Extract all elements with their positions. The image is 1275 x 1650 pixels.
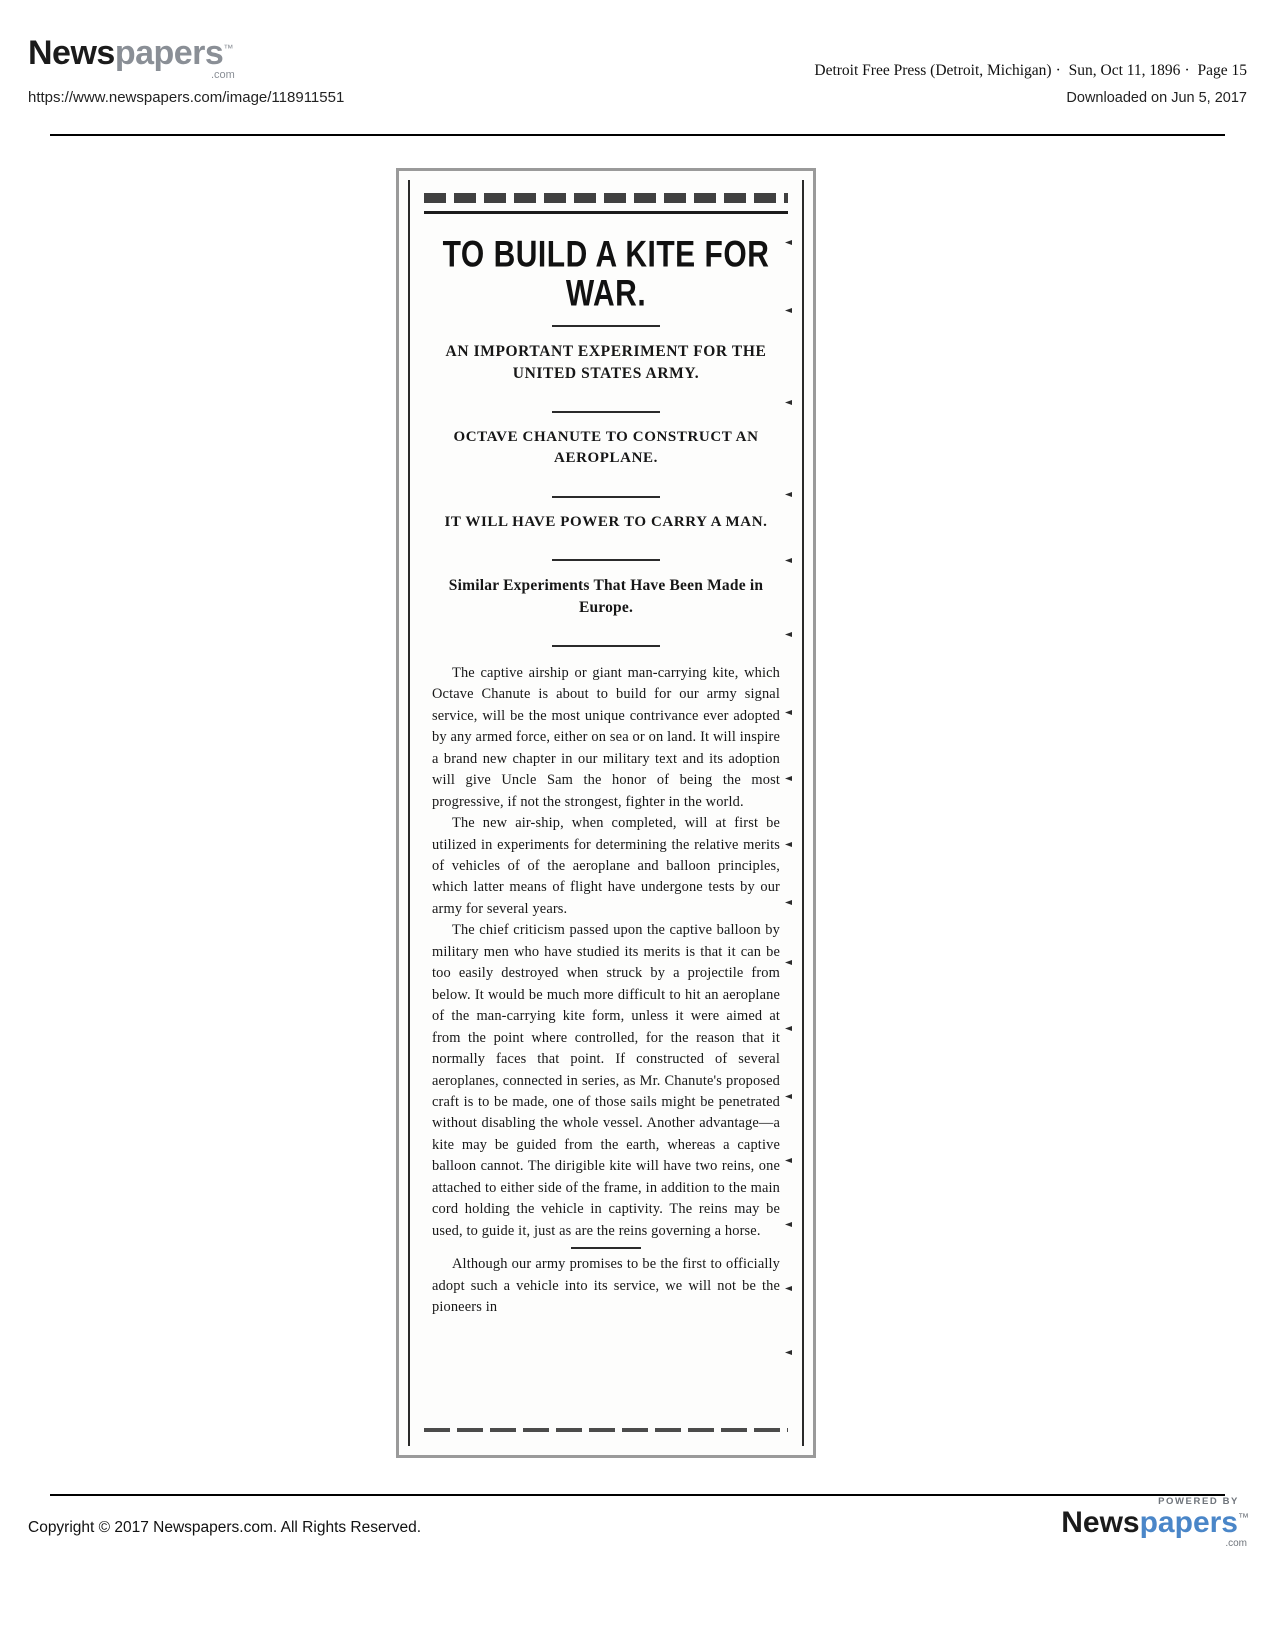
page-header <box>0 0 1275 140</box>
paragraph-divider <box>571 1247 641 1249</box>
powered-by-label: POWERED BY <box>1158 1496 1239 1507</box>
citation <box>814 62 1247 80</box>
subhead-divider-1 <box>552 411 660 413</box>
clipping-inner-border <box>408 180 804 1446</box>
article-paragraph: The chief criticism passed upon the captive balloon by military men who have studied its merits is that it can be too easily destroyed when struck by a projectile from below. It would be much more difficult to hit an aeroplane of the man-carrying kite form, unless it were aimed at from the point where controlled, for the reason that it normally faces that point. If constructed of several aeroplanes, connected in series, as Mr. Chanute's proposed craft is to be made, one of those sails might be penetrated without disabling the whole vessel. Another advantage—a kite may be guided from the earth, whereas a captive balloon cannot. The dirigible kite will have two reins, one attached to either side of the frame, in addition to the main cord holding the vehicle in captivity. The reins may be used, to guide it, just as are the reins governing a horse. <box>432 922 780 1239</box>
scan-edge-marks <box>784 240 792 1406</box>
article-body <box>432 663 780 1319</box>
footer-logo-text-news: News <box>1061 1506 1140 1539</box>
logo-dotcom: .com <box>210 69 235 81</box>
logo-trademark: ™ <box>223 43 233 55</box>
article-paragraph: Although our army promises to be the first to officially adopt such a vehicle into its service, we will not be the pioneers in <box>432 1256 780 1316</box>
newspapers-logo[interactable] <box>28 34 235 81</box>
logo-text-papers: papers <box>114 34 224 72</box>
article-headline: TO BUILD A KITE FOR WAR. <box>442 234 770 314</box>
citation-page: Page 15 <box>1197 62 1247 79</box>
subhead-divider-3 <box>552 559 660 561</box>
subhead-divider-4 <box>552 645 660 647</box>
clipping-bottom-dashed-rule <box>424 1428 788 1432</box>
footer-newspapers-logo[interactable] <box>1044 1496 1249 1550</box>
citation-date: Sun, Oct 11, 1896 <box>1068 62 1181 79</box>
article-subhead-3: IT WILL HAVE POWER TO CARRY A MAN. <box>444 513 768 530</box>
article-paragraph: The new air-ship, when completed, will at first be utilized in experiments for determining the relative merits of vehicles of of the aeroplane and balloon principles, which latter means of flight have undergone tests by our army for several years. <box>432 815 780 917</box>
article-paragraph: The captive airship or giant man-carrying kite, which Octave Chanute is about to build for our army signal service, will be the most unique contrivance ever adopted by any armed force, either on sea or on land. It will inspire a brand new chapter in our military text and its adoption will give Uncle Sam the honor of being the most progressive, if not the strongest, fighter in the world. <box>432 664 780 810</box>
citation-separator-1: · <box>1055 62 1061 79</box>
header-divider <box>50 134 1225 136</box>
copyright-text: Copyright © 2017 Newspapers.com. All Rights Reserved. <box>28 1519 422 1536</box>
headline-divider <box>552 325 660 327</box>
article <box>432 224 780 1416</box>
footer-logo-text <box>1061 1506 1249 1549</box>
footer-logo-trademark: ™ <box>1238 1512 1249 1524</box>
clipping-top-solid-rule <box>424 211 788 214</box>
footer-logo-dotcom: .com <box>1225 1538 1247 1549</box>
article-subhead-2: OCTAVE CHANUTE TO CONSTRUCT AN AEROPLANE. <box>453 429 759 467</box>
logo-n-mark <box>28 36 115 70</box>
logo-text-news: News <box>28 34 115 72</box>
clipping-top-dashed-rule <box>424 193 788 203</box>
newspaper-clipping[interactable] <box>396 168 816 1458</box>
citation-separator-2: · <box>1184 62 1190 79</box>
footer-logo-text-papers: papers <box>1139 1506 1238 1539</box>
citation-publication: Detroit Free Press (Detroit, Michigan) <box>814 62 1052 79</box>
subhead-divider-2 <box>552 496 660 498</box>
source-url-link[interactable]: https://www.newspapers.com/image/118911551 <box>28 89 345 106</box>
article-subhead-4: Similar Experiments That Have Been Made in Europe. <box>448 576 764 616</box>
downloaded-date: Downloaded on Jun 5, 2017 <box>1066 90 1247 106</box>
article-subhead-1: AN IMPORTANT EXPERIMENT FOR THE UNITED STATES ARMY. <box>445 343 767 382</box>
